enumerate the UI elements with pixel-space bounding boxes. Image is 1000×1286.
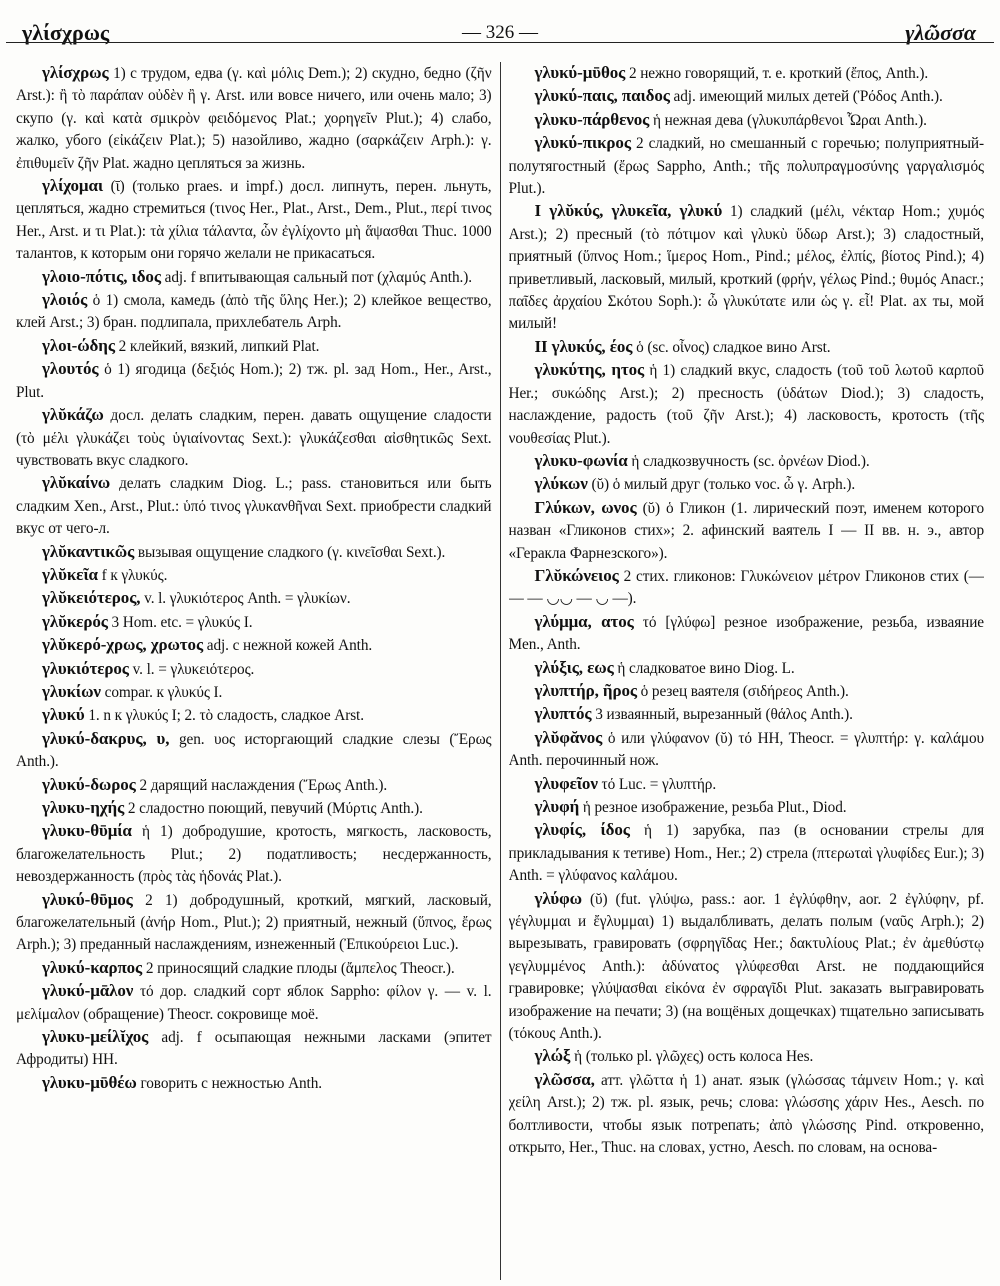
dictionary-entry [16,289,492,335]
dictionary-entry [16,175,492,266]
right-running-headword: γλῶσσα [905,20,976,45]
dictionary-entry [16,957,492,980]
entry-headword: γλυκύ-μῡθος [534,63,626,82]
entry-definition: gen. υος исторгающий сладкие слезы (Ἔρως Anth.). [16,730,492,771]
entry-definition: adj. f осыпающая нежными ласками (эпитет Афродиты) HH. [16,1029,492,1069]
entry-definition: v. l. = γλυκειότερος. [128,660,255,678]
dictionary-entry [509,657,985,680]
entry-headword: γλῠκειότερος, [42,588,141,608]
dictionary-entry [509,611,985,657]
entry-headword: γλῠκάζω [42,405,104,425]
entry-headword: γλυκυ-μείλῐχος [42,1027,149,1047]
entry-definition: v. l. γλυκιότερος Anth. = γλυκίων. [140,590,351,608]
dictionary-entry [16,704,492,727]
entry-headword: γλυπτήρ, ῆρος [534,680,637,700]
entry-definition: ἡ резное изображение, резьба Plut., Diod. [579,799,847,816]
entry-headword: γλυκίων [42,681,101,701]
entry-headword: γλῠκεῖα [42,564,98,584]
entry-definition: 3 изваянный, вырезанный (θάλος Anth.). [591,706,853,724]
entry-definition: adj. имеющий милых детей (Ῥόδος Anth.). [669,88,943,106]
two-column-body [16,62,984,1280]
entry-definition: делать сладким Diog. L.; pass. становиться или быть сладким Xen., Arst., Plut.: ὑπό τινος γλυκανθῆναι Sext. приобрести сладкий вкус от чего-л. [16,475,492,538]
dictionary-entry [16,358,492,404]
entry-headword: γλοιός [42,290,88,310]
entry-definition: ἡ 1) добродушие, кротость, мягкость, ласковость, благожелательность Plut.; 2) податливость; несдержанность, невоздержанность (πρὸς τὰς ἡδονάς Plat.). [16,823,492,886]
entry-definition: τό дор. сладкий сорт яблок Sappho: φίλον γ. — v. l. μελίμαλον (обращение) Theocr. сокровище моё. [16,983,492,1023]
dictionary-entry [509,450,985,473]
entry-headword: γλῠφᾰνος [534,727,603,747]
dictionary-entry [16,541,492,564]
dictionary-entry [16,564,492,587]
entry-headword: γλίχομαι [42,176,104,196]
entry-headword: γλουτός [42,359,99,379]
entry-definition: compar. к γλυκύς I. [100,683,223,701]
dictionary-entry [16,62,492,175]
entry-headword: γλυκύ-παις, παιδος [534,86,670,106]
dictionary-entry [509,85,985,108]
dictionary-entry [509,359,985,450]
dictionary-entry [16,658,492,681]
entry-headword: γλυκύ-πικρος [534,133,631,153]
dictionary-entry [509,62,985,85]
entry-headword: γλυφίς, ίδος [534,820,630,840]
entry-definition: 2 нежно говорящий, т. е. кроткий (ἔπος, Anth.). [625,65,929,82]
entry-headword: γλοιο-πότις, ιδος [42,266,161,286]
entry-headword: γλῠκαντικῶς [42,541,135,561]
dictionary-entry [16,728,492,774]
entry-definition: 2 дарящий наслаждения (Ἔρως Anth.). [135,776,388,794]
entry-headword: γλυκύ [42,705,85,725]
entry-definition: adj. f впитывающая сальный пот (χλαμύς Anth.). [160,268,472,286]
entry-definition: 3 Hom. etc. = γλυκύς I. [107,613,253,631]
entry-headword: γλυκύ-δακρυς, υ, [42,728,170,748]
entry-definition: ὁ резец ваятеля (σιδήρεος Anth.). [636,682,849,700]
entry-headword: γλυπτός [534,704,592,724]
entry-definition: 1. n к γλυκύς I; 2. τὸ сладость, сладкое Arst. [84,707,364,725]
dictionary-entry [16,1072,492,1095]
entry-definition: 1) сладкий (μέλι, νέκταρ Hom.; χυμός Arst.); 2) пресный (τὸ πότιμον καὶ γλυκὺ ὕδωρ Arst.); 3) сладостный, приятный (ὕπνος Hom.; ἵμερος Hom., Pind.; μέλος, ἐλπίς, βίοτος Pind.); 4) приветливый, ласковый, милый, кроткий (φρήν, γέλως Pind.; θυμός Anacr.; παῖδες ἀρχαίου Σκότου Soph.): ὦ γλυκύτατε или ὡς γ. εἶ! Plat. ах ты, мой милый! [508,203,985,333]
entry-headword: γλῶσσα, [534,1069,595,1089]
entry-headword: Γλύκων, ωνος [534,497,637,517]
entry-headword: γλυκύ-θῡμος [42,889,133,909]
dictionary-entry [16,1026,492,1072]
dictionary-entry [16,404,492,472]
entry-definition: ἡ сладковатое вино Diog. L. [613,659,795,677]
entry-headword: γλύφω [534,888,582,908]
entry-definition: атт. γλῶττα ἡ 1) анат. язык (γλώσσας τάμνειν Hom.; γ. καὶ χείλη Arst.); 2) тж. pl. язык, речь; слова: γλώσσης χάριν Hes., Aesch. по болтливости, чтобы язык потрепать; ἀπὸ γλώσσης Pind. откровенно, открыто, Her., Thuc. на словах, устно, Aesch. по словам, на основа- [508,1071,985,1157]
entry-definition: ἡ нежная дева (γλυκυπάρθενοι Ὧραι Anth.). [649,111,927,129]
entry-definition: ὁ или γλύφανον (ῠ) τό HH, Theocr. = γλυπτήρ: γ. καλάμου Anth. перочинный нож. [508,729,985,770]
entry-definition: 2 1) добродушный, кроткий, мягкий, ласковый, благожелательный (ἀνήρ Hom., Plut.); 2) приятный, нежный (ὕπνος, ἔρως Arph.); 3) преданный наслаждениям, изнеженный (Ἐπικούρειοι Luc.). [16,891,492,954]
entry-definition: ἡ 1) сладкий вкус, сладость (τοῦ τοῦ λωτοῦ καρποῦ Her.; συκώδης Arst.); 2) пресность (ὑδάτων Diod.); 3) сладость, наслаждение, радость (τοῦ ζῆν Arst.); 4) ласковость, кротость (τῆς νουθεσίας Plut.). [508,362,985,447]
dictionary-entry [509,819,985,887]
entry-definition: ὁ 1) ягодица (δεξιός Hom.); 2) тж. pl. зад Hom., Her., Arst., Plut. [16,361,492,401]
entry-definition: (ῠ) (fut. γλύψω, pass.: aor. 1 ἐγλύφθην, aor. 2 ἐγλύφην, pf. γέγλυμμαι и ἔγλυμμαι) 1) выдалбливать, делать полым (ναῦς Arph.); 2) вырезывать, гравировать (σφρηγῖδας Her.; δακτυλίους Plat.; ἐν ἀμεθύστῳ γεγλυμμένος Anth.): ἀδύνατος γλύφεσθαι Arst. не поддающийся гравировке; γλύψασθαι εἰκόνα ἐν σφραγῖδι Plut. заказать выгравировать изображение на печати; 3) (на вощёных дощечках) тщательно записывать (τόκους Anth.). [508,890,985,1043]
entry-definition: f к γλυκύς. [97,566,168,584]
entry-definition: 2 сладостно поющий, певучий (Μύρτις Anth.). [124,800,423,817]
entry-headword: I γλῠκύς, γλυκεῖα, γλυκύ [534,201,723,221]
dictionary-entry [509,703,985,726]
dictionary-entry [16,266,492,289]
page-header [16,14,984,54]
dictionary-entry [16,681,492,704]
entry-headword: γλυκυ-φωνία [534,450,628,470]
entry-headword: γλυφή [534,797,580,816]
entry-definition: τό [γλύφω] резное изображение, резьба, изваяние Men., Anth. [508,613,984,654]
dictionary-entry [16,634,492,657]
entry-headword: γλυκυ-θῡμία [42,821,132,841]
entry-headword: γλυκυ-μῡθέω [42,1072,137,1092]
entry-headword: γλυκιότερος [42,658,129,678]
dictionary-entry [509,109,985,132]
entry-headword: γλυφεῖον [534,773,598,793]
entry-headword: γλυκυ-πάρθενος [534,109,650,129]
entry-headword: γλῠκερός [42,611,108,631]
entry-headword: γλῠκερό-χρως, χρωτος [42,635,204,655]
entry-definition: ἡ 1) зарубка, паз (в основании стрелы для прикладывания к тетиве) Hom., Her.; 2) стрела (πτερωταὶ γλυφίδες Eur.); 3) Anth. = γλύφανος καλάμου. [508,822,985,885]
dictionary-entry [16,820,492,888]
dictionary-entry [509,565,985,611]
entry-headword: γλυκύ-μᾱλον [42,981,134,1001]
entry-headword: II γλυκύς, έος [534,336,633,356]
entry-headword: γλοι-ώδης [42,335,115,355]
dictionary-entry [509,1069,985,1160]
entry-definition: 1) с трудом, едва (γ. καὶ μόλις Dem.); 2) скудно, бедно (ζῆν Arst.): ἢ τὸ παράπαν οὐδὲν ἢ γ. Arst. или вовсе ничего, или очень мало; 3) скупо (γ. καὶ κατὰ σμικρὸν φειδόμενος Plat.; χορηγεῖν Plut.); 4) слабо, жалко, убого (εἰκάζειν Plat.); 5) назойливо, жадно (σαρκάζειν Arph.): γ. ἐπιθυμεῖν ζῆν Plat. жадно цепляться за жизнь. [16,65,492,172]
entry-definition: adj. с нежной кожей Anth. [203,637,373,655]
entry-definition: 2 стих. гликонов: Γλυκώνειον μέτρον Гликонов стих (— — — ◡◡ — ◡ —). [508,567,985,608]
dictionary-entry [509,680,985,703]
left-column [16,62,492,1280]
entry-definition: 2 сладкий, но смешанный с горечью; полуприятный-полутягостный (ἔρως Sappho, Anth.; τῆς πολυπραγμοσύνης γαργαλισμός Plut.). [508,135,985,198]
entry-definition: ὁ (sc. οἶνος) сладкое вино Arst. [632,338,831,356]
entry-headword: γλυκύτης, ητος [534,360,645,380]
entry-headword: γλύμμα, ατος [534,611,634,631]
entry-headword: γλυκυ-ηχής [42,798,125,817]
dictionary-entry [509,1045,985,1068]
dictionary-entry [16,980,492,1026]
entry-definition: (ῠ) ὁ милый друг (только voc. ὦ γ. Arph.). [587,476,856,494]
dictionary-entry [509,336,985,359]
entry-headword: γλίσχρως [42,63,109,82]
entry-definition: (ῑ) (только praes. и impf.) досл. липнуть, перен. льнуть, цепляться, жадно стремиться (τινος Her., Plat., Arst., Dem., Plut., περί τινος Her., Arst. и τι Plat.): τὰ χίλια τάλαντα, ὧν ἐγλίχοντο μὴ ἅψασθαι Thuc. 1000 талантов, к которым они горячо желали не прикасаться. [16,178,492,263]
right-column [509,62,985,1280]
dictionary-entry [509,773,985,796]
header-rule [6,42,994,43]
dictionary-entry [16,587,492,610]
dictionary-entry [509,200,985,335]
dictionary-entry [509,473,985,496]
dictionary-entry [509,888,985,1046]
entry-definition: ἡ (только pl. γλῶχες) ость колоса Hes. [570,1048,814,1066]
entry-definition: ἡ сладкозвучность (sc. ὀρνέων Diod.). [627,452,870,470]
dictionary-entry [16,774,492,797]
entry-headword: Γλῠκώνειος [534,565,619,585]
entry-definition: говорить с нежностью Anth. [136,1074,322,1092]
entry-definition: досл. делать сладким, перен. давать ощущение сладости (τὸ μέλι γλυκάζει τοὺς ὑγιαίνοντας Sext.): γλυκάζεσθαι αἰσθητικῶς Sext. чувствовать вкус сладкого. [16,407,492,469]
left-running-headword: γλίσχρως [22,20,110,45]
entry-definition: 2 клейкий, вязкий, липкий Plat. [114,337,320,355]
entry-definition: (ῠ) ὁ Гликон (1. лирический поэт, именем которого назван «Гликонов стих»; 2. афинский ваятель I — II вв. н. э., автор «Геракла Фарнезского»). [508,499,985,562]
entry-headword: γλυκύ-δωρος [42,774,136,794]
dictionary-entry [16,335,492,358]
dictionary-entry [16,889,492,957]
entry-definition: вызывая ощущение сладкого (γ. κινεῖσθαι Sext.). [134,543,446,561]
dictionary-entry [16,797,492,820]
entry-definition: 2 приносящий сладкие плоды (ἄμπελος Theocr.). [142,959,455,977]
entry-headword: γλυκύ-καρπος [42,957,143,977]
entry-headword: γλώξ [534,1046,571,1066]
dictionary-entry [16,611,492,634]
entry-definition: ὁ 1) смола, камедь (ἀπὸ τῆς ὕλης Her.); 2) клейкое вещество, клей Arst.; 3) бран. подлипала, прихлебатель Arph. [16,292,492,332]
page-number: — 326 — [462,22,538,43]
dictionary-entry [509,497,985,565]
dictionary-entry [509,727,985,773]
entry-headword: γλῠκαίνω [42,473,111,493]
column-divider [500,62,501,1280]
dictionary-entry [16,472,492,540]
entry-headword: γλύξις, εως [534,657,614,677]
dictionary-entry [509,796,985,819]
entry-definition: τό Luc. = γλυπτήρ. [597,775,717,793]
entry-headword: γλύκων [534,474,588,494]
dictionary-entry [509,132,985,200]
